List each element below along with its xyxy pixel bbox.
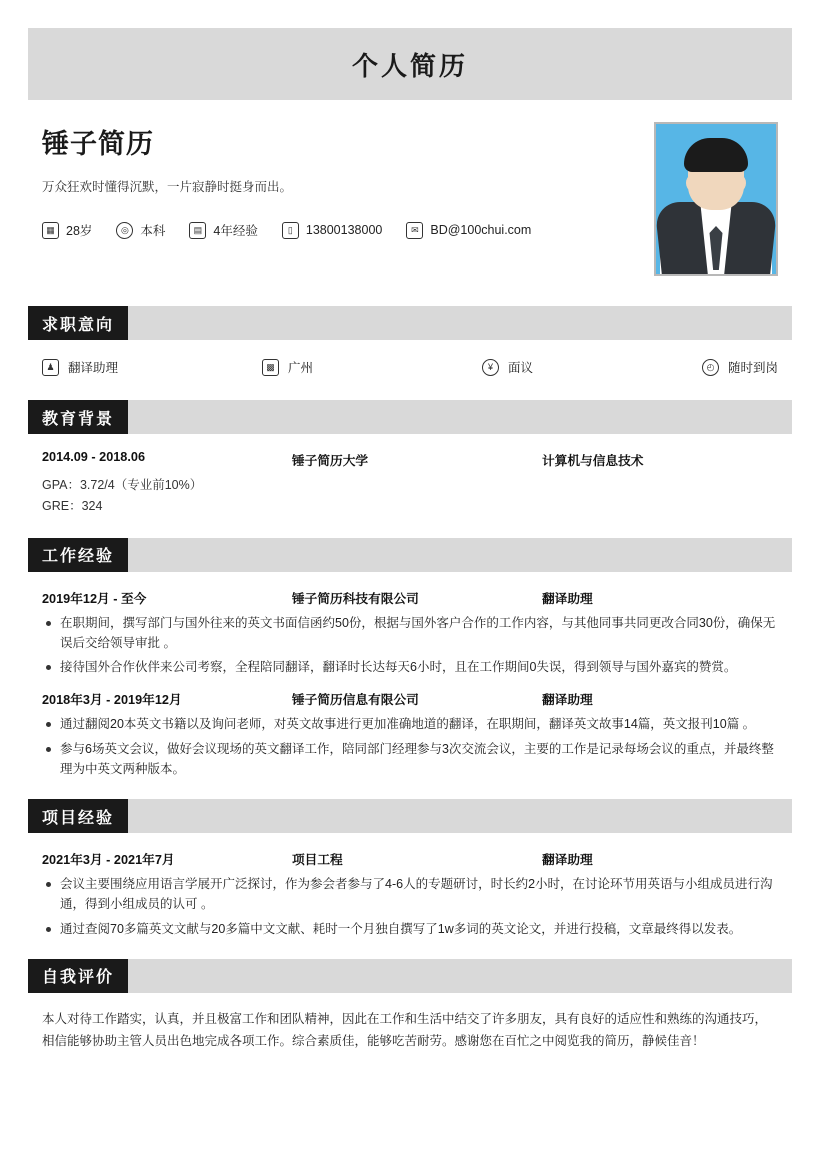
phone-icon: ▯ bbox=[282, 222, 299, 239]
work-date: 2018年3月 - 2019年12月 bbox=[42, 693, 182, 708]
work-bullets bbox=[42, 714, 778, 779]
candidate-name: 锤子简历 bbox=[42, 129, 154, 159]
education-date: 2014.09 - 2018.06 bbox=[42, 450, 145, 464]
basic-phone-text: 13800138000 bbox=[305, 223, 383, 237]
work-company: 锤子简历科技有限公司 bbox=[292, 591, 419, 606]
list-item: 通过查阅70多篇英文文献与20多篇中文文献、耗时一个月独自撰写了1w多词的英文论文，并进行投稿，文章最终得以发表。 bbox=[42, 919, 778, 939]
intention-item-city bbox=[262, 358, 482, 376]
mail-icon: ✉ bbox=[406, 222, 423, 239]
resume-banner bbox=[28, 28, 792, 100]
education-block bbox=[28, 434, 792, 518]
avatar-suit-left bbox=[654, 202, 708, 274]
avatar-suit-right bbox=[724, 202, 778, 274]
briefcase-icon: ▤ bbox=[189, 222, 206, 239]
intention-city-text: 广州 bbox=[288, 361, 314, 375]
work-role: 翻译助理 bbox=[542, 591, 593, 606]
section-header-summary bbox=[28, 959, 792, 993]
work-date: 2019年12月 - 至今 bbox=[42, 591, 147, 606]
summary-text: 本人对待工作踏实，认真，并且极富工作和团队精神，因此在工作和生活中结交了许多朋友，具有良好的适应性和熟练的沟通技巧，相信能够协助主管人员出色地完成各项工作。综合素质佳，能够吃苦耐劳。感谢您在百忙之中阅览我的简历，静候佳音！ bbox=[42, 1011, 768, 1048]
education-major: 计算机与信息技术 bbox=[542, 454, 644, 468]
work-block bbox=[28, 572, 792, 780]
section-title-project: 项目经验 bbox=[28, 799, 128, 833]
candidate-motto: 万众狂欢时懂得沉默，一片寂静时挺身而出。 bbox=[42, 180, 293, 194]
section-title-summary: 自我评价 bbox=[28, 959, 128, 993]
project-name: 项目工程 bbox=[292, 853, 343, 867]
section-header-work bbox=[28, 538, 792, 572]
project-date: 2021年3月 - 2021年7月 bbox=[42, 853, 175, 867]
graduation-icon: ◎ bbox=[116, 222, 133, 239]
basic-degree-text: 本科 bbox=[140, 224, 166, 238]
section-title-education: 教育背景 bbox=[28, 400, 128, 434]
project-entry-head bbox=[42, 849, 778, 868]
city-icon: ▩ bbox=[262, 359, 279, 376]
intention-position-text: 翻译助理 bbox=[68, 361, 119, 375]
list-item: 通过翻阅20本英文书籍以及询问老师，对英文故事进行更加准确地道的翻译，在职期间，翻译英文故事14篇，英文报刊10篇 。 bbox=[42, 714, 778, 734]
work-entry-head bbox=[42, 588, 778, 607]
cake-icon: ▦ bbox=[42, 222, 59, 239]
project-role: 翻译助理 bbox=[542, 853, 593, 867]
avatar-hair bbox=[684, 138, 748, 172]
intention-item-availability bbox=[702, 358, 778, 376]
list-item: 参与6场英文会议，做好会议现场的英文翻译工作，陪同部门经理参与3次交流会议，主要的工作是记录每场会议的重点，并最终整理为中英文两种版本。 bbox=[42, 739, 778, 780]
section-title-work: 工作经验 bbox=[28, 538, 128, 572]
list-item: 在职期间，撰写部门与国外往来的英文书面信函约50份，根据与国外客户合作的工作内容，与其他同事共同更改合同30份，确保无误后交给领导审批 。 bbox=[42, 613, 778, 654]
basic-item-experience bbox=[189, 221, 257, 239]
section-header-project bbox=[28, 799, 792, 833]
clock-icon: ◴ bbox=[702, 359, 719, 376]
intention-salary-text: 面议 bbox=[508, 361, 534, 375]
basic-info-row bbox=[42, 221, 654, 239]
work-entry-head bbox=[42, 689, 778, 708]
basic-experience-text: 4年经验 bbox=[213, 224, 258, 238]
intention-availability-text: 随时到岗 bbox=[728, 361, 779, 375]
position-icon: ♟ bbox=[42, 359, 59, 376]
education-gre: GRE：324 bbox=[42, 499, 103, 514]
education-gpa: GPA：3.72/4（专业前10%） bbox=[42, 478, 203, 492]
basic-email-text: BD@100chui.com bbox=[430, 223, 532, 237]
work-role: 翻译助理 bbox=[542, 693, 593, 708]
intention-item-position bbox=[42, 358, 262, 376]
page-title: 个人简历 bbox=[351, 50, 468, 81]
intention-row bbox=[28, 340, 792, 380]
education-school: 锤子简历大学 bbox=[292, 454, 369, 468]
intention-item-salary bbox=[482, 358, 702, 376]
profile-info bbox=[42, 122, 654, 276]
project-block bbox=[28, 833, 792, 939]
work-company: 锤子简历信息有限公司 bbox=[292, 693, 419, 708]
basic-item-age bbox=[42, 221, 92, 239]
section-title-intention: 求职意向 bbox=[28, 306, 128, 340]
education-entry-head bbox=[42, 450, 778, 469]
list-item: 会议主要围绕应用语言学展开广泛探讨，作为参会者参与了4-6人的专题研讨，时长约2小时，在讨论环节用英语与小组成员进行沟通，得到小组成员的认可 。 bbox=[42, 874, 778, 915]
profile-header bbox=[28, 100, 792, 286]
avatar bbox=[654, 122, 778, 276]
work-bullets bbox=[42, 613, 778, 678]
basic-item-phone bbox=[282, 222, 382, 239]
basic-item-degree bbox=[116, 221, 165, 239]
section-header-intention bbox=[28, 306, 792, 340]
basic-item-email bbox=[406, 222, 531, 239]
salary-icon: ¥ bbox=[482, 359, 499, 376]
project-bullets bbox=[42, 874, 778, 939]
section-header-education bbox=[28, 400, 792, 434]
basic-age-text: 28岁 bbox=[66, 224, 93, 238]
list-item: 接待国外合作伙伴来公司考察，全程陪同翻译，翻译时长达每天6小时，且在工作期间0失误，得到领导与国外嘉宾的赞赏。 bbox=[42, 657, 778, 677]
